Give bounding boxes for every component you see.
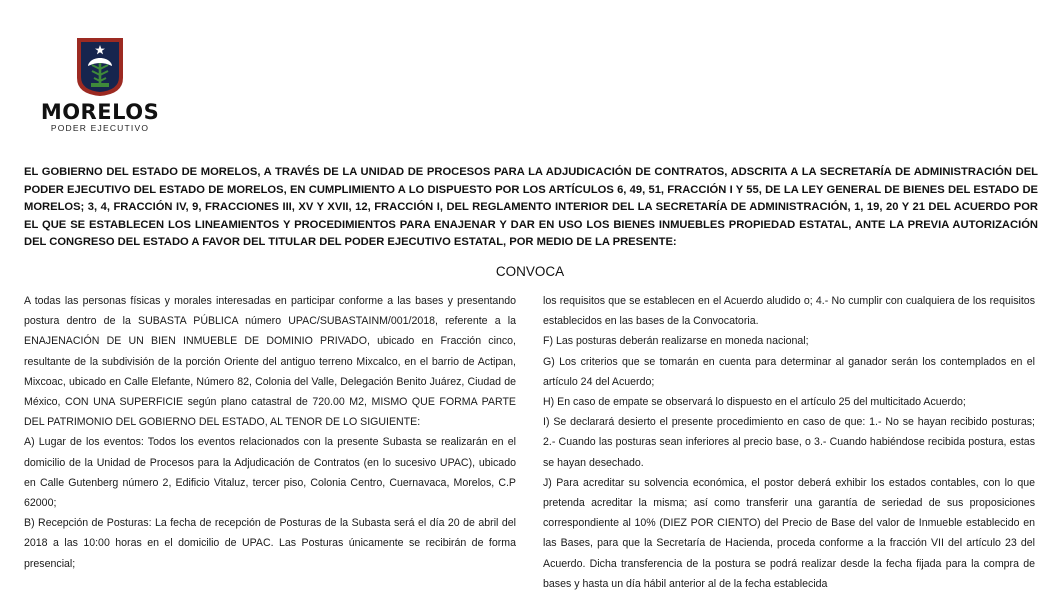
item-g: G) Los criterios que se tomarán en cuenta para determinar al ganador serán los contemplados en el artículo 24 del Acuerdo; <box>543 355 1035 388</box>
brand-name: MORELOS <box>40 100 160 124</box>
item-a: A) Lugar de los eventos: Todos los eventos relacionados con la presente Subasta se realizarán en el domicilio de la Unidad de Procesos para la Adjudicación de Contratos (en lo sucesivo UPAC), ubicado en Calle Gutenberg número 2, Edificio Vitaluz, tercer piso, Colonia Centro, Cuernavaca, Morelos, C.P 62000; <box>24 436 516 510</box>
morelos-seal-icon <box>75 36 125 98</box>
item-i: I) Se declarará desierto el presente procedimiento en caso de que: 1.- No se hayan recibido posturas; 2.- Cuando las posturas sean inferiores al precio base, o 3.- Cuando habiéndose recibida postura, estas se hayan desechado. <box>543 416 1035 469</box>
item-h: H) En caso de empate se observará lo dispuesto en el artículo 25 del multicitado Acuerdo; <box>543 396 966 409</box>
header-paragraph: EL GOBIERNO DEL ESTADO DE MORELOS, A TRAVÉS DE LA UNIDAD DE PROCESOS PARA LA ADJUDICACIÓN DE CONTRATOS, ADSCRITA A LA SECRETARÍA DE ADMINISTRACIÓN DEL PODER EJECUTIVO DEL ESTADO DE MORELOS, EN CUMPLIMIENTO A LO DISPUESTO POR LOS ARTÍCULOS 6, 49, 51, FRACCIÓN I Y 55, DE LA LEY GENERAL DE BIENES DEL ESTADO DE MORELOS; 3, 4, FRACCIÓN IV, 9, FRACCIONES III, XV Y XVII, 12, FRACCIÓN I, DEL REGLAMENTO INTERIOR DEL LA SECRETARÍA DE ADMINISTRACIÓN, 1, 19, 20 Y 21 DEL ACUERDO POR EL QUE SE ESTABLECEN LOS LINEAMIENTOS Y PROCEDIMIENTOS PARA ENAJENAR Y DAR EN USO LOS BIENES INMUEBLES PROPIEDAD ESTATAL, ANTE LA PREVIA AUTORIZACIÓN DEL CONGRESO DEL ESTADO A FAVOR DEL TITULAR DEL PODER EJECUTIVO ESTATAL, POR MEDIO DE LA PRESENTE: <box>24 166 1038 249</box>
intro-paragraph: A todas las personas físicas y morales interesadas en participar conforme a las bases y presentando postura dentro de la SUBASTA PÚBLICA número UPAC/SUBASTAINM/001/2018, referente a la ENAJENACIÓN DE UN BIEN INMUEBLE DE DOMINIO PRIVADO, ubicado en Fracción cinco, resultante de la subdivisión de la porción Oriente del antiguo terreno Mixcalco, en el barrio de Actipan, Mixcoac, ubicado en Calle Elefante, Número 82, Colonia del Valle, Delegación Benito Juárez, Ciudad de México, CON UNA SUPERFICIE según plano catastral de 720.00 M2, MISMO QUE FORMA PARTE DEL PATRIMONIO DEL GOBIERNO DEL ESTADO, AL TENOR DE LO SIGUIENTE: <box>24 295 516 429</box>
logo <box>30 36 170 134</box>
convoca-heading: CONVOCA <box>495 264 565 279</box>
left-column <box>24 291 516 574</box>
item-e-continuation: los requisitos que se establecen en el Acuerdo aludido o; 4.- No cumplir con cualquiera de los requisitos establecidos en las bases de la Convocatoria. <box>543 295 1035 328</box>
right-column <box>543 291 1035 594</box>
brand-subtitle: PODER EJECUTIVO <box>50 123 150 133</box>
item-b: B) Recepción de Posturas: La fecha de recepción de Posturas de la Subasta será el día 20 de abril del 2018 a las 10:00 horas en el domicilio de UPAC. Las Posturas únicamente se recibirán de forma presencial; <box>24 517 516 570</box>
item-j: J) Para acreditar su solvencia económica, el postor deberá exhibir los estados contables, con lo que pretenda acreditar la misma; así como transferir una garantía de seriedad de sus proposiciones correspondiente al 10% (DIEZ POR CIENTO) del Precio de Base del valor de Inmueble establecido en las Bases, para que la Secretaría de Hacienda, proceda conforme a la fracción VII del artículo 23 del Acuerdo. Dicha transferencia de la postura se podrá realizar desde la fecha fijada para la compra de bases y hasta un día hábil anterior al de la fecha establecida <box>543 476 1035 590</box>
item-f: F) Las posturas deberán realizarse en moneda nacional; <box>543 335 809 348</box>
